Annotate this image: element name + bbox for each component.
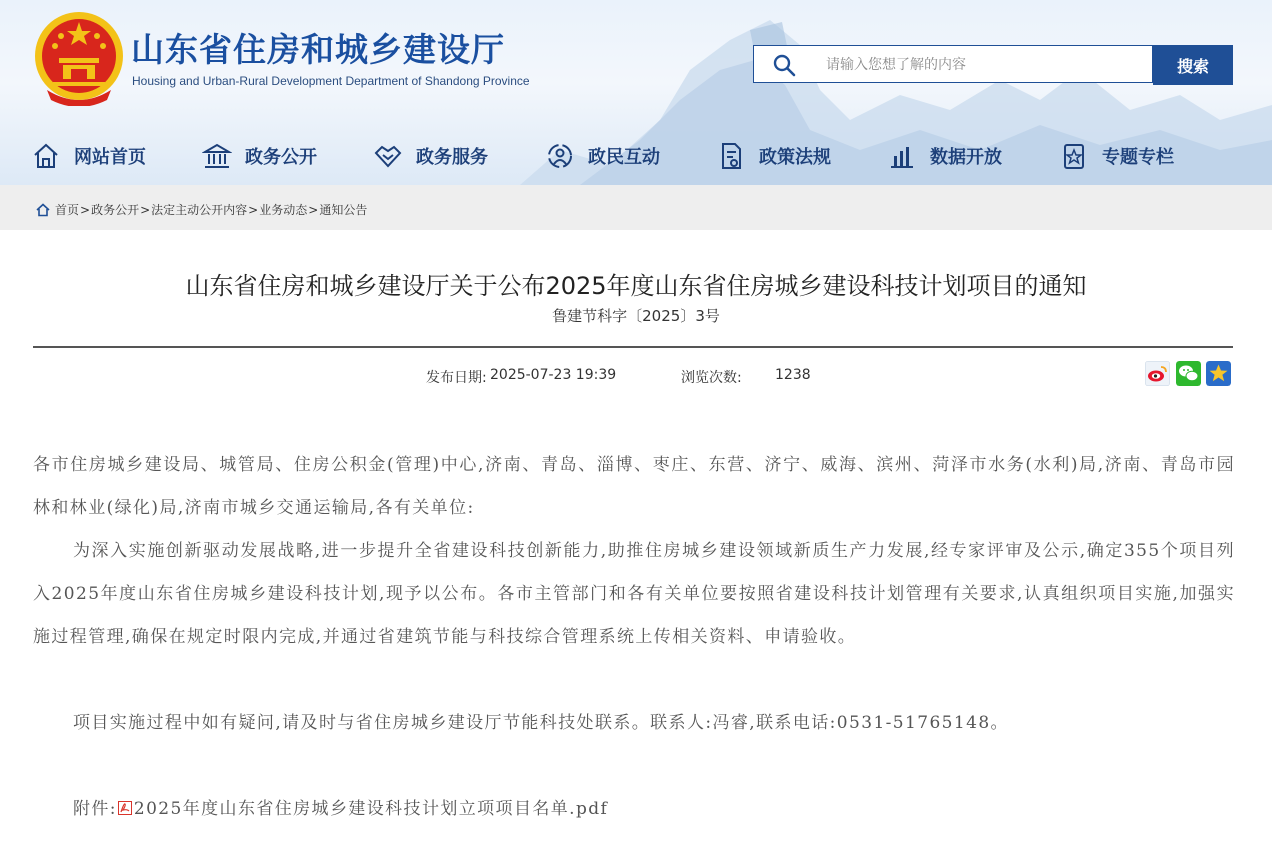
nav-item-open-data[interactable] xyxy=(887,140,1002,172)
home-icon xyxy=(36,203,50,217)
breadcrumb xyxy=(36,201,367,218)
breadcrumb-separator: > xyxy=(308,202,319,217)
search-box xyxy=(753,45,1153,83)
nav-item-label: 政民互动 xyxy=(588,147,660,168)
attachment-paragraph xyxy=(33,788,1235,831)
body-paragraph: 为深入实施创新驱动发展战略,进一步提升全省建设科技创新能力,助推住房城乡建设领域新质生产力发展,经专家评审及公示,确定355个项目列入2025年度山东省住房城乡建设科技计划,现予以公布。各市主管部门和各有关单位要按照省建设科技计划管理有关要求,认真组织项目实施,加强实施过程管理,确保在规定时限内完成,并通过省建筑节能与科技综合管理系统上传相关资料、申请验收。 xyxy=(33,541,1235,647)
favorite-star-icon[interactable] xyxy=(1206,361,1231,386)
nav-item-label: 政策法规 xyxy=(759,147,831,168)
nav-item-government-affairs[interactable] xyxy=(202,140,317,172)
breadcrumb-home[interactable]: 首页 xyxy=(55,203,80,217)
nav-item-label: 网站首页 xyxy=(74,147,146,168)
contact-paragraph: 项目实施过程中如有疑问,请及时与省住房城乡建设厅节能科技处联系。联系人:冯睿,联系电话:0531-51765148。 xyxy=(72,713,1009,733)
nav-item-home[interactable] xyxy=(31,140,146,172)
nav-item-label: 政务服务 xyxy=(416,147,488,168)
breadcrumb-separator: > xyxy=(248,202,259,217)
document-icon xyxy=(716,141,746,171)
site-subtitle: Housing and Urban-Rural Development Department of Shandong Province xyxy=(132,74,530,88)
national-emblem-icon xyxy=(33,10,125,106)
wechat-icon[interactable] xyxy=(1176,361,1201,386)
weibo-icon[interactable] xyxy=(1145,361,1170,386)
pdf-icon xyxy=(117,800,133,816)
breadcrumb-notices[interactable]: 通知公告 xyxy=(319,203,368,217)
breadcrumb-government-affairs[interactable]: 政务公开 xyxy=(91,203,140,217)
addressee-paragraph: 各市住房城乡建设局、城管局、住房公积金(管理)中心,济南、青岛、淄博、枣庄、东营、济宁、威海、滨州、菏泽市水务(水利)局,济南、青岛市园林和林业(绿化)局,济南市城乡交通运输局,各有关单位: xyxy=(33,455,1235,518)
nav-item-label: 专题专栏 xyxy=(1102,147,1174,168)
publish-date-label: 发布日期: xyxy=(426,370,487,386)
nav-item-special-topics[interactable] xyxy=(1059,140,1174,172)
breadcrumb-bar xyxy=(0,185,1272,230)
publish-date: 2025-07-23 19:39 xyxy=(490,367,617,383)
search-button[interactable]: 搜索 xyxy=(1153,45,1233,85)
view-count: 1238 xyxy=(775,367,811,383)
nav-item-label: 数据开放 xyxy=(930,147,1002,168)
attachment-link[interactable]: 2025年度山东省住房城乡建设科技计划立项项目名单.pdf xyxy=(133,799,609,819)
article-title: 山东省住房和城乡建设厅关于公布2025年度山东省住房城乡建设科技计划项目的通知 xyxy=(185,272,1087,300)
chart-icon xyxy=(887,141,917,171)
nav-item-label: 政务公开 xyxy=(245,147,317,168)
nav-item-government-services[interactable] xyxy=(373,140,488,172)
attachment-label: 附件: xyxy=(72,799,117,819)
search-input[interactable] xyxy=(824,52,1148,78)
breadcrumb-statutory-disclosure[interactable]: 法定主动公开内容 xyxy=(151,203,248,217)
breadcrumb-business-news[interactable]: 业务动态 xyxy=(259,203,308,217)
title-divider xyxy=(33,346,1233,348)
view-count-label: 浏览次数: xyxy=(681,370,742,386)
site-header xyxy=(0,0,1272,185)
nav-item-interaction[interactable] xyxy=(545,140,660,172)
document-number: 鲁建节科字〔2025〕3号 xyxy=(552,307,720,325)
interaction-icon xyxy=(545,141,575,171)
building-icon xyxy=(202,141,232,171)
breadcrumb-separator: > xyxy=(140,202,151,217)
search-icon[interactable] xyxy=(772,53,796,77)
home-icon xyxy=(31,141,61,171)
star-doc-icon xyxy=(1059,141,1089,171)
handshake-icon xyxy=(373,141,403,171)
main-nav xyxy=(0,134,1272,178)
breadcrumb-separator: > xyxy=(80,202,91,217)
site-title: 山东省住房和城乡建设厅 xyxy=(131,30,505,69)
nav-item-policies[interactable] xyxy=(716,140,831,172)
